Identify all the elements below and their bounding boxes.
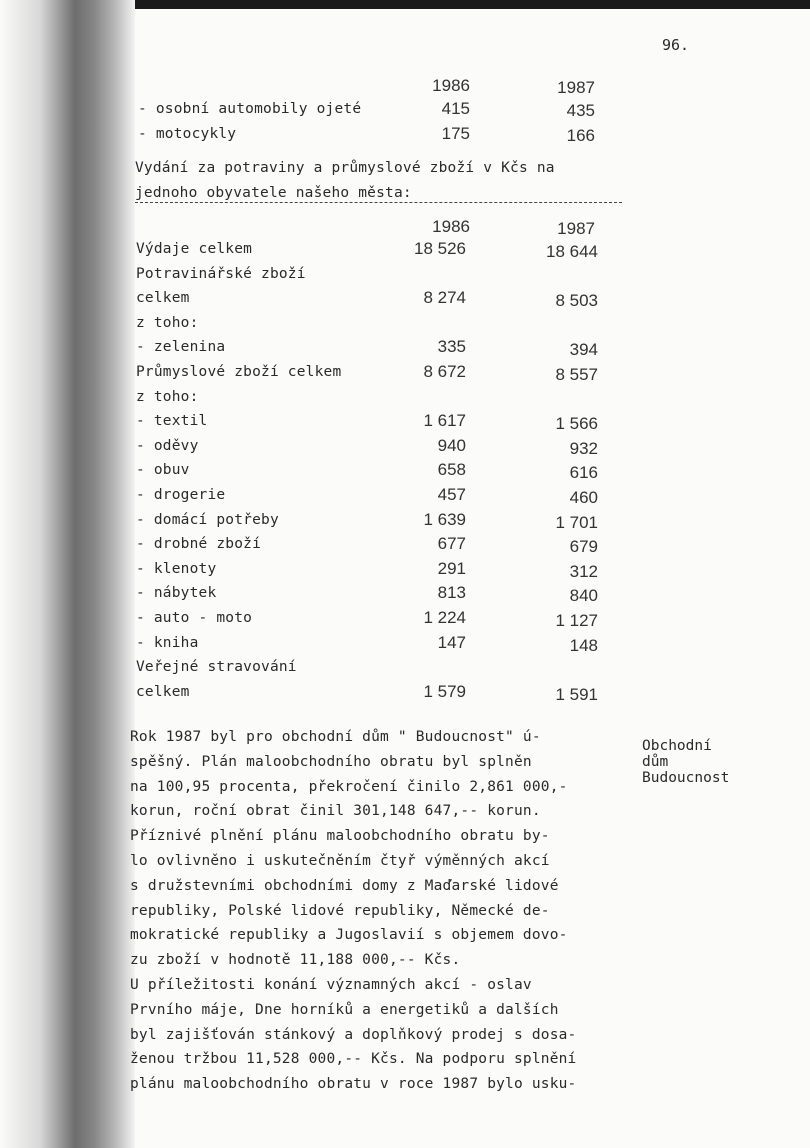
paragraph-line: Prvního máje, Dne horníků a energetiků a dalších <box>130 1001 559 1018</box>
value-1986: 335 <box>437 337 466 357</box>
row-label: celkem <box>136 683 190 700</box>
value-1987: 840 <box>569 586 598 606</box>
paragraph-line: Rok 1987 byl pro obchodní dům " Budoucnost" ú- <box>130 729 541 745</box>
value-1987: 148 <box>569 635 598 655</box>
row-label: - oděvy <box>136 437 199 454</box>
row-label: - textil <box>136 413 208 430</box>
value-1986: 8 672 <box>423 362 466 381</box>
value-1986: 1 224 <box>423 608 466 627</box>
row-label: z toho: <box>136 314 199 331</box>
row-label: - osobní automobily ojeté <box>138 101 362 117</box>
row-label: - zelenina <box>136 339 226 356</box>
row-label: Veřejné stravování <box>136 659 297 676</box>
value-1986: 677 <box>437 534 466 554</box>
value-1986: 658 <box>437 460 466 480</box>
row-label: - drogerie <box>136 487 226 503</box>
row-label: - auto - moto <box>136 610 253 626</box>
value-1986: 940 <box>437 435 466 455</box>
row-label: - motocykly <box>138 126 237 142</box>
paragraph-line: byl zajišťován stánkový a doplňkový prodej s dosa- <box>130 1026 577 1043</box>
year-header-1987: 1987 <box>557 78 595 97</box>
value-1987: 1 701 <box>555 512 598 532</box>
value-1987: 312 <box>569 561 598 581</box>
binding-shadow <box>0 0 135 1148</box>
value-1987: 394 <box>569 340 598 360</box>
value-1986: 1 617 <box>423 411 466 431</box>
row-label: celkem <box>136 290 190 307</box>
value-1987: 18 644 <box>546 242 598 261</box>
value-1986: 291 <box>437 558 466 578</box>
row-label: - kniha <box>136 634 199 651</box>
row-label: Výdaje celkem <box>136 241 253 257</box>
section-heading: Vydání za potraviny a průmyslové zboží v Kčs na <box>135 160 555 176</box>
paragraph-line: U příležitosti konání významných akcí - oslav <box>130 977 532 993</box>
value-1987: 1 591 <box>555 684 598 704</box>
value-1986: 1 639 <box>423 509 466 529</box>
row-label: Potravinářské zboží <box>136 265 306 282</box>
paragraph-line: ženou tržbou 11,528 000,-- Kčs. Na podporu splnění <box>130 1051 577 1068</box>
value-1987: 435 <box>566 101 595 120</box>
value-1987: 166 <box>566 126 595 145</box>
paragraph-line: na 100,95 procenta, překročení činilo 2,861 000,- <box>130 778 568 795</box>
row-label: - domácí potřeby <box>136 511 279 528</box>
value-1987: 1 127 <box>555 611 598 630</box>
row-label: Průmyslové zboží celkem <box>136 364 342 380</box>
paragraph-line: lo ovlivněno i uskutečněním čtyř výměnných akcí <box>130 853 550 869</box>
value-1987: 8 503 <box>555 291 598 311</box>
year-header-1987: 1987 <box>557 219 595 238</box>
value-1987: 932 <box>569 438 598 458</box>
value-1986: 175 <box>441 124 470 143</box>
value-1986: 18 526 <box>414 239 466 258</box>
paragraph-line: Příznivé plnění plánu maloobchodního obratu by- <box>130 828 550 845</box>
value-1986: 147 <box>437 632 466 652</box>
row-label: - nábytek <box>136 585 217 602</box>
paragraph-line: spěšný. Plán maloobchodního obratu byl splněn <box>130 753 532 770</box>
value-1987: 8 557 <box>555 365 598 384</box>
section-heading-line2: jednoho obyvatele našeho města: <box>135 185 412 201</box>
margin-note: Obchodní dům Budoucnost <box>642 738 730 786</box>
value-1986: 415 <box>441 99 470 118</box>
value-1986: 457 <box>437 485 466 504</box>
value-1987: 1 566 <box>555 414 598 434</box>
heading-underline <box>135 202 622 203</box>
paragraph-line: plánu maloobchodního obratu v roce 1987 bylo usku- <box>130 1076 577 1093</box>
page-number: 96. <box>662 36 690 54</box>
paragraph-line: s družstevními obchodními domy z Maďarské lidové <box>130 877 559 894</box>
row-label: - obuv <box>136 462 190 479</box>
row-label: - drobné zboží <box>136 536 262 553</box>
row-label: - klenoty <box>136 560 217 577</box>
row-label: z toho: <box>136 388 199 405</box>
year-header-1986: 1986 <box>432 217 470 236</box>
year-header-1986: 1986 <box>432 76 470 95</box>
value-1986: 813 <box>437 583 466 603</box>
value-1987: 616 <box>569 463 598 483</box>
paragraph-line: korun, roční obrat činil 301,148 647,-- korun. <box>130 803 541 820</box>
value-1986: 8 274 <box>423 288 466 308</box>
paragraph-line: republiky, Polské lidové republiky, Německé de- <box>130 902 550 919</box>
paragraph-line: mokratické republiky a Jugoslavií s objemem dovo- <box>130 927 568 944</box>
value-1987: 460 <box>569 488 598 507</box>
value-1987: 679 <box>569 537 598 557</box>
value-1986: 1 579 <box>423 681 466 701</box>
paragraph-line: zu zboží v hodnotě 11,188 000,-- Kčs. <box>130 952 461 969</box>
